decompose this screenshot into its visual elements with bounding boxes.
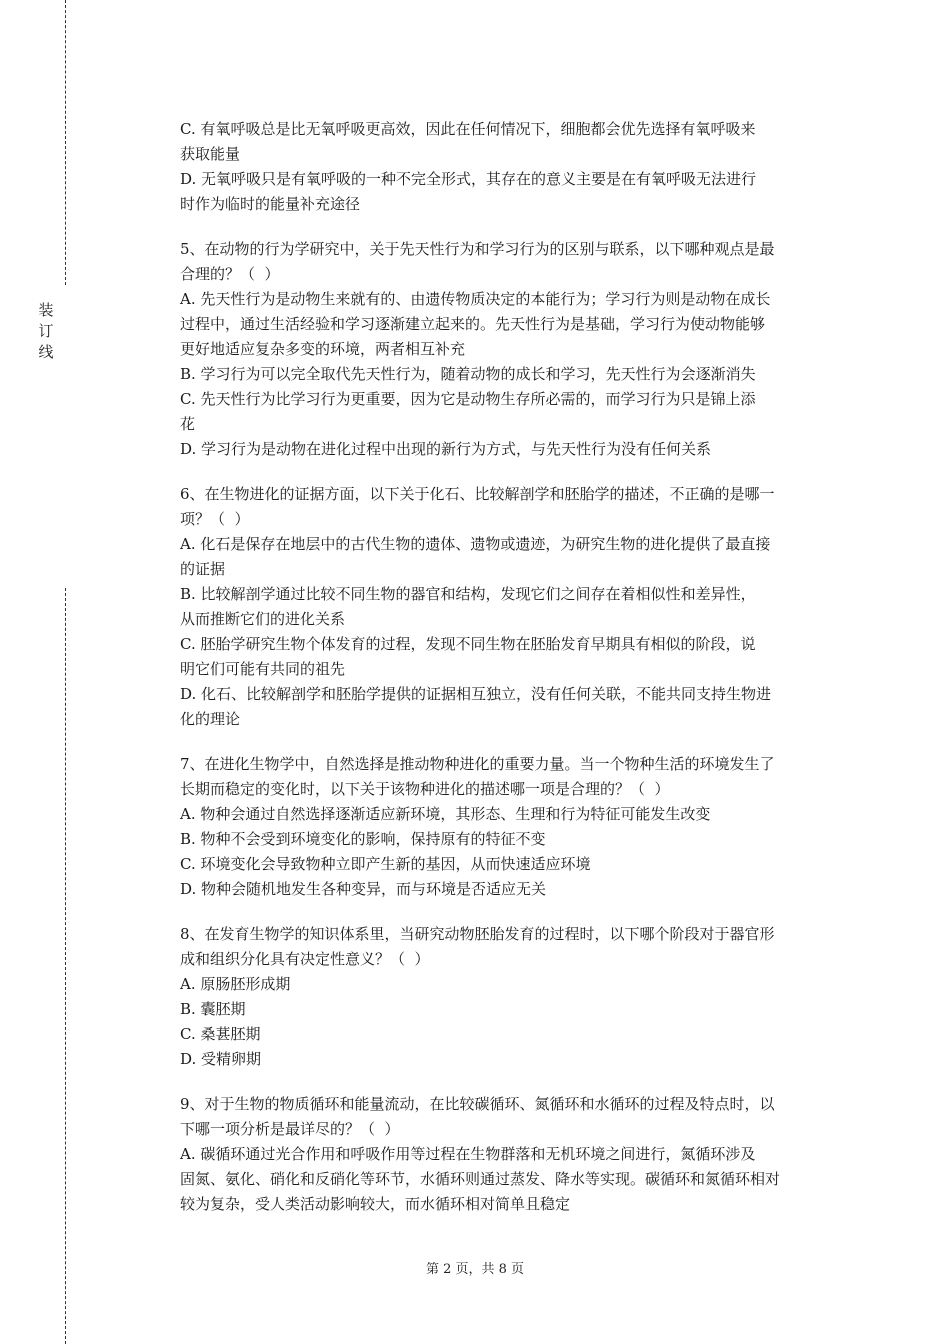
option-c: C. 胚胎学研究生物个体发育的过程，发现不同生物在胚胎发育早期具有相似的阶段，说 xyxy=(180,635,756,653)
question-stem-cont: 长期而稳定的变化时，以下关于该物种进化的描述哪一项是合理的？（ ） xyxy=(180,780,670,798)
question-4-options-cont xyxy=(180,117,840,217)
option-c: C. 有氧呼吸总是比无氧呼吸更高效，因此在任何情况下，细胞都会优先选择有氧呼吸来 xyxy=(180,120,756,138)
binding-char: 订 xyxy=(38,322,54,340)
option-d-cont: 化的理论 xyxy=(180,710,241,728)
question-5 xyxy=(180,237,840,462)
option-d: D. 化石、比较解剖学和胚胎学提供的证据相互独立，没有任何关联，不能共同支持生物进 xyxy=(180,685,772,703)
option-a: A. 先天性行为是动物生来就有的、由遗传物质决定的本能行为；学习行为则是动物在成长 xyxy=(180,290,771,308)
option-b: B. 比较解剖学通过比较不同生物的器官和结构，发现它们之间存在着相似性和差异性， xyxy=(180,585,756,603)
question-stem: 6、在生物进化的证据方面，以下关于化石、比较解剖学和胚胎学的描述，不正确的是哪一 xyxy=(180,485,775,503)
question-stem: 8、在发育生物学的知识体系里，当研究动物胚胎发育的过程时，以下哪个阶段对于器官形 xyxy=(180,925,775,943)
binding-dashed-line-top xyxy=(65,0,66,285)
question-stem: 7、在进化生物学中，自然选择是推动物种进化的重要力量。当一个物种生活的环境发生了 xyxy=(180,755,775,773)
option-a: A. 物种会通过自然选择逐渐适应新环境，其形态、生理和行为特征可能发生改变 xyxy=(180,805,711,823)
question-stem-cont: 成和组织分化具有决定性意义？（ ） xyxy=(180,950,430,968)
option-c-cont: 明它们可能有共同的祖先 xyxy=(180,660,346,678)
question-stem: 5、在动物的行为学研究中，关于先天性行为和学习行为的区别与联系，以下哪种观点是最 xyxy=(180,240,775,258)
option-a: A. 碳循环通过光合作用和呼吸作用等过程在生物群落和无机环境之间进行，氮循环涉及 xyxy=(180,1145,756,1163)
option-c: C. 桑葚胚期 xyxy=(180,1025,261,1043)
question-stem-cont: 合理的？（ ） xyxy=(180,265,280,283)
option-a-cont: 过程中，通过生活经验和学习逐渐建立起来的。先天性行为是基础，学习行为使动物能够 xyxy=(180,315,766,333)
option-d: D. 物种会随机地发生各种变异，而与环境是否适应无关 xyxy=(180,880,547,898)
option-b-cont: 从而推断它们的进化关系 xyxy=(180,610,346,628)
question-content xyxy=(180,117,840,1217)
binding-label xyxy=(36,300,56,363)
option-a: A. 原肠胚形成期 xyxy=(180,975,291,993)
option-d: D. 受精卵期 xyxy=(180,1050,262,1068)
option-a-cont: 的证据 xyxy=(180,560,226,578)
page-number: 第 2 页，共 8 页 xyxy=(425,1262,525,1277)
option-a-cont: 固氮、氨化、硝化和反硝化等环节，水循环则通过蒸发、降水等实现。碳循环和氮循环相对 xyxy=(180,1170,781,1188)
option-c-cont: 获取能量 xyxy=(180,145,241,163)
question-stem-cont: 项？（ ） xyxy=(180,510,250,528)
option-c: C. 环境变化会导致物种立即产生新的基因，从而快速适应环境 xyxy=(180,855,591,873)
option-d: D. 学习行为是动物在进化过程中出现的新行为方式，与先天性行为没有任何关系 xyxy=(180,440,712,458)
option-b: B. 学习行为可以完全取代先天性行为，随着动物的成长和学习，先天性行为会逐渐消失 xyxy=(180,365,756,383)
option-c: C. 先天性行为比学习行为更重要，因为它是动物生存所必需的，而学习行为只是锦上添 xyxy=(180,390,756,408)
binding-char: 装 xyxy=(38,301,54,319)
option-b: B. 物种不会受到环境变化的影响，保持原有的特征不变 xyxy=(180,830,546,848)
question-stem-cont: 下哪一项分析是最详尽的？（ ） xyxy=(180,1120,400,1138)
question-stem: 9、对于生物的物质循环和能量流动，在比较碳循环、氮循环和水循环的过程及特点时，以 xyxy=(180,1095,775,1113)
question-6 xyxy=(180,482,840,732)
option-a: A. 化石是保存在地层中的古代生物的遗体、遗物或遗迹，为研究生物的进化提供了最直接 xyxy=(180,535,771,553)
option-c-cont: 花 xyxy=(180,415,196,433)
option-d-cont: 时作为临时的能量补充途径 xyxy=(180,195,361,213)
question-7 xyxy=(180,752,840,902)
option-a-cont: 更好地适应复杂多变的环境，两者相互补充 xyxy=(180,340,466,358)
question-9 xyxy=(180,1092,840,1217)
option-b: B. 囊胚期 xyxy=(180,1000,246,1018)
binding-dashed-line-bottom xyxy=(65,588,66,1344)
option-d: D. 无氧呼吸只是有氧呼吸的一种不完全形式，其存在的意义主要是在有氧呼吸无法进行 xyxy=(180,170,757,188)
question-8 xyxy=(180,922,840,1072)
option-a-cont: 较为复杂，受人类活动影响较大，而水循环相对简单且稳定 xyxy=(180,1195,571,1213)
binding-char: 线 xyxy=(38,343,54,361)
